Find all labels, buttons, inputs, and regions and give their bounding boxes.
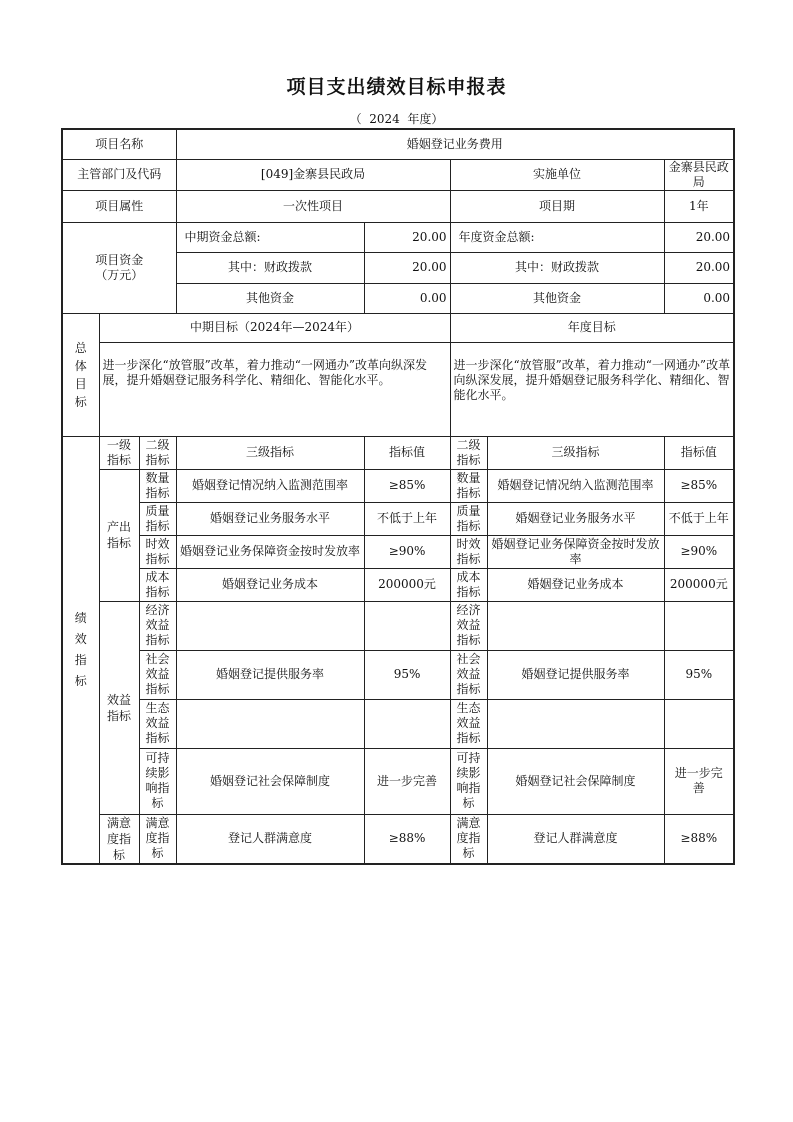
quality-name-year: 婚姻登记业务服务水平 (487, 502, 664, 535)
year-fiscal-value: 20.00 (664, 252, 734, 283)
mid-other-value: 0.00 (364, 283, 450, 313)
timeliness-name-mid: 婚姻登记业务保障资金按时发放率 (176, 535, 364, 568)
quality-label-mid: 质量指标 (139, 502, 176, 535)
fiscal-year-line: （ 2024 年度） (349, 112, 444, 126)
satisfaction-label-mid: 满意度指标 (139, 814, 176, 864)
quantity-name-year: 婚姻登记情况纳入监测范围率 (487, 469, 664, 502)
sustainable-label-year: 可持续影响指标 (450, 748, 487, 814)
economic-label-mid: 经济效益指标 (139, 601, 176, 650)
cost-label-mid: 成本指标 (139, 568, 176, 601)
social-name-year: 婚姻登记提供服务率 (487, 650, 664, 699)
mid-fiscal-label: 其中：财政拨款 (176, 252, 364, 283)
funds-label: 项目资金（万元） (62, 222, 176, 313)
ecological-label-year: 生态效益指标 (450, 699, 487, 748)
cost-name-year: 婚姻登记业务成本 (487, 568, 664, 601)
period-label: 项目期 (450, 190, 664, 222)
level3-header-mid: 三级指标 (176, 436, 364, 469)
overall-goal-label: 总体目标 (62, 313, 99, 436)
timeliness-value-mid: ≥90% (364, 535, 450, 568)
level3-header-year: 三级指标 (487, 436, 664, 469)
quantity-value-year: ≥85% (664, 469, 734, 502)
quantity-value-mid: ≥85% (364, 469, 450, 502)
quality-value-mid: 不低于上年 (364, 502, 450, 535)
dept-label: 主管部门及代码 (62, 159, 176, 190)
value-header-year: 指标值 (664, 436, 734, 469)
year-goal-header: 年度目标 (450, 313, 734, 342)
satisfaction-indicator-label: 满意度指标 (99, 814, 139, 864)
social-value-year: 95% (664, 650, 734, 699)
ecological-name-mid (176, 699, 364, 748)
unit-value: 金寨县民政局 (664, 159, 734, 190)
economic-label-year: 经济效益指标 (450, 601, 487, 650)
performance-goal-table (61, 128, 735, 865)
sustainable-value-mid: 进一步完善 (364, 748, 450, 814)
mid-goal-text: 进一步深化“放管服”改革，着力推动“一网通办”改革向纵深发展，提升婚姻登记服务科学化、精细化、智能化水平。 (99, 342, 450, 436)
period-value: 1年 (664, 190, 734, 222)
timeliness-name-year: 婚姻登记业务保障资金按时发放率 (487, 535, 664, 568)
sustainable-name-mid: 婚姻登记社会保障制度 (176, 748, 364, 814)
project-name-label: 项目名称 (62, 129, 176, 159)
quantity-label-year: 数量指标 (450, 469, 487, 502)
economic-name-year (487, 601, 664, 650)
quality-label-year: 质量指标 (450, 502, 487, 535)
mid-goal-header: 中期目标（2024年—2024年） (99, 313, 450, 342)
benefit-indicator-label: 效益指标 (99, 601, 139, 814)
satisfaction-name-mid: 登记人群满意度 (176, 814, 364, 864)
social-label-year: 社会效益指标 (450, 650, 487, 699)
cost-value-year: 200000元 (664, 568, 734, 601)
ecological-value-mid (364, 699, 450, 748)
year-total-label: 年度资金总额: (450, 222, 664, 252)
attr-value: 一次性项目 (176, 190, 450, 222)
year-other-value: 0.00 (664, 283, 734, 313)
mid-fiscal-value: 20.00 (364, 252, 450, 283)
form-title: 项目支出绩效目标申报表 (286, 76, 507, 98)
year-total-value: 20.00 (664, 222, 734, 252)
economic-value-mid (364, 601, 450, 650)
timeliness-label-mid: 时效指标 (139, 535, 176, 568)
satisfaction-value-year: ≥88% (664, 814, 734, 864)
mid-total-label: 中期资金总额: (176, 222, 364, 252)
ecological-value-year (664, 699, 734, 748)
quantity-label-mid: 数量指标 (139, 469, 176, 502)
social-label-mid: 社会效益指标 (139, 650, 176, 699)
cost-value-mid: 200000元 (364, 568, 450, 601)
year-goal-text: 进一步深化“放管服”改革，着力推动“一网通办”改革向纵深发展，提升婚姻登记服务科学化、精细化、智能化水平。 (450, 342, 734, 436)
satisfaction-name-year: 登记人群满意度 (487, 814, 664, 864)
timeliness-value-year: ≥90% (664, 535, 734, 568)
dept-value: [049]金寨县民政局 (176, 159, 450, 190)
satisfaction-value-mid: ≥88% (364, 814, 450, 864)
level2-header-year: 二级指标 (450, 436, 487, 469)
year-other-label: 其他资金 (450, 283, 664, 313)
social-name-mid: 婚姻登记提供服务率 (176, 650, 364, 699)
level2-header-mid: 二级指标 (139, 436, 176, 469)
value-header-mid: 指标值 (364, 436, 450, 469)
output-indicator-label: 产出指标 (99, 469, 139, 601)
sustainable-label-mid: 可持续影响指标 (139, 748, 176, 814)
attr-label: 项目属性 (62, 190, 176, 222)
economic-value-year (664, 601, 734, 650)
timeliness-label-year: 时效指标 (450, 535, 487, 568)
satisfaction-label-year: 满意度指标 (450, 814, 487, 864)
sustainable-value-year: 进一步完善 (664, 748, 734, 814)
cost-name-mid: 婚姻登记业务成本 (176, 568, 364, 601)
cost-label-year: 成本指标 (450, 568, 487, 601)
ecological-name-year (487, 699, 664, 748)
mid-other-label: 其他资金 (176, 283, 364, 313)
mid-total-value: 20.00 (364, 222, 450, 252)
quantity-name-mid: 婚姻登记情况纳入监测范围率 (176, 469, 364, 502)
quality-name-mid: 婚姻登记业务服务水平 (176, 502, 364, 535)
project-name-value: 婚姻登记业务费用 (176, 129, 734, 159)
year-fiscal-label: 其中：财政拨款 (450, 252, 664, 283)
social-value-mid: 95% (364, 650, 450, 699)
indicators-label: 绩效指标 (62, 436, 99, 864)
level1-header-mid: 一级指标 (99, 436, 139, 469)
quality-value-year: 不低于上年 (664, 502, 734, 535)
ecological-label-mid: 生态效益指标 (139, 699, 176, 748)
sustainable-name-year: 婚姻登记社会保障制度 (487, 748, 664, 814)
economic-name-mid (176, 601, 364, 650)
unit-label: 实施单位 (450, 159, 664, 190)
